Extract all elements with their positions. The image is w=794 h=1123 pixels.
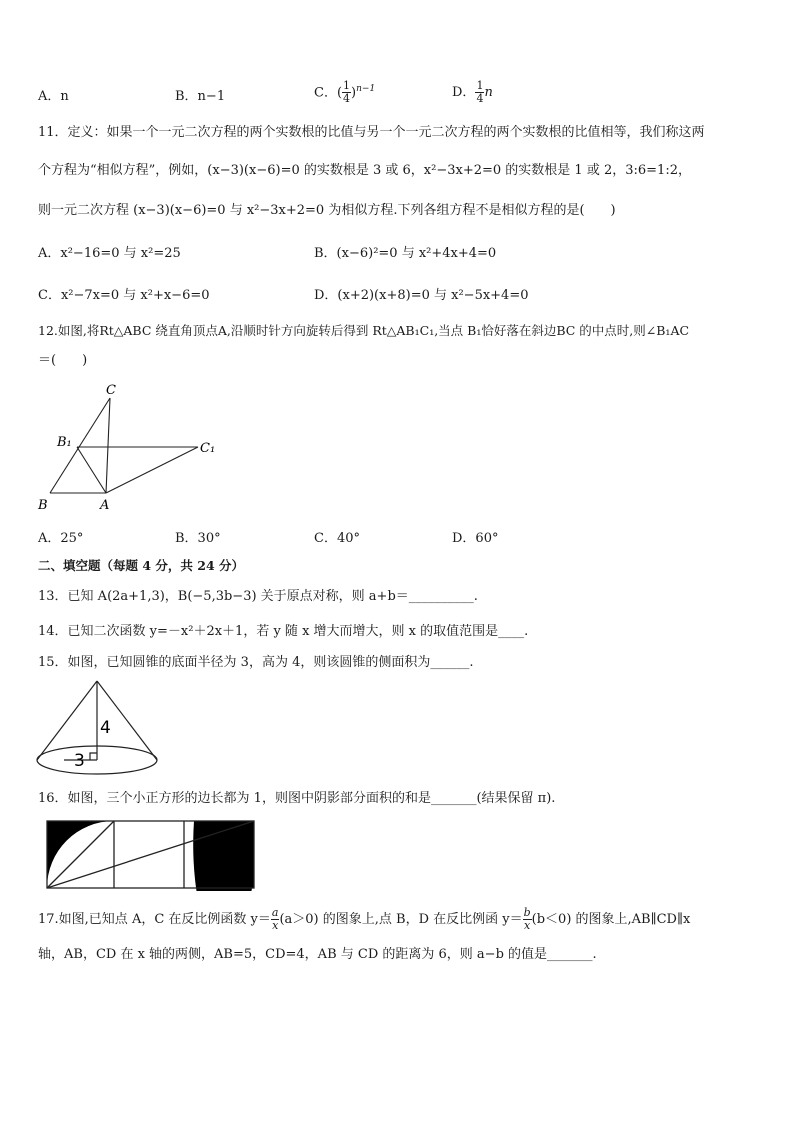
q12-option-b: B．30°: [175, 531, 221, 546]
q10-option-d: [452, 80, 493, 105]
q12-triangle-figure: [30, 383, 230, 513]
cone-height-label: 4: [100, 718, 111, 738]
q12-option-a: A．25°: [38, 531, 84, 546]
q11-option-b: B．(x−6)²=0 与 x²+4x+4=0: [314, 246, 497, 261]
section-2-heading: 二、填空题（每题 4 分，共 24 分）: [38, 558, 245, 573]
label-b1: B₁: [57, 435, 72, 450]
q17-frac1-numerator: a: [271, 906, 279, 919]
q15-cone-figure: [34, 678, 174, 778]
q12-option-c: C．40°: [314, 531, 360, 546]
q10-option-a: A．n: [38, 89, 69, 104]
q11-option-a: A．x²−16=0 与 x²=25: [38, 246, 181, 261]
cone-radius-label: 3: [74, 751, 85, 771]
q11-line-1: 11．定义：如果一个一元二次方程的两个实数根的比值与另一个一元二次方程的两个实数根的比值相等，我们称这两: [38, 125, 705, 140]
q10-d-suffix: n: [484, 85, 493, 100]
q10-option-b: B．n−1: [175, 89, 226, 104]
q10-d-numerator: 1: [476, 79, 484, 92]
q10-d-denominator: 4: [476, 92, 484, 105]
q10-c-denominator: 4: [343, 92, 351, 106]
q17-frac1-denominator: x: [272, 919, 279, 932]
q10-d-prefix: D．: [452, 85, 476, 100]
q17-frac2-denominator: x: [524, 919, 531, 932]
q14-text: 14．已知二次函数 y=－x²＋2x＋1，若 y 随 x 增大而增大，则 x 的取值范围是____.: [38, 624, 529, 639]
q17-text-a: 17.如图,已知点 A，C 在反比例函数 y＝: [38, 912, 271, 927]
q10-c-exponent: n−1: [356, 84, 376, 94]
label-c: C: [106, 383, 116, 398]
q13-text: 13．已知 A(2a+1,3)，B(−5,3b−3) 关于原点对称，则 a+b＝__________.: [38, 589, 478, 604]
q15-text: 15．如图，已知圆锥的底面半径为 3，高为 4，则该圆锥的侧面积为______.: [38, 655, 474, 670]
q11-line-3: 则一元二次方程 (x−3)(x−6)=0 与 x²−3x+2=0 为相似方程.下列各组方程不是相似方程的是( ): [38, 203, 616, 218]
q12-option-d: D．60°: [452, 531, 499, 546]
q10-c-prefix: C．(: [314, 85, 343, 101]
q16-text: 16．如图，三个小正方形的边长都为 1，则图中阴影部分面积的和是_______(结果保留 π).: [38, 791, 556, 806]
q17-text-c: (b＜0) 的图象上,AB∥CD∥x: [531, 912, 691, 927]
q17-frac2-numerator: b: [523, 906, 531, 919]
label-c1: C₁: [200, 441, 216, 456]
q17-text-b: (a＞0) 的图象上,点 B，D 在反比例函 y＝: [279, 912, 523, 927]
q10-option-c: [314, 80, 375, 105]
label-b: B: [38, 498, 48, 513]
q10-c-suffix: ): [351, 85, 357, 101]
q10-c-numerator: 1: [343, 79, 351, 93]
q11-option-c: C．x²−7x=0 与 x²+x−6=0: [38, 288, 210, 303]
q17-line-2: 轴，AB，CD 在 x 轴的两侧，AB=5，CD=4，AB 与 CD 的距离为 6，则 a−b 的值是_______.: [38, 947, 597, 962]
q11-option-d: D．(x+2)(x+8)=0 与 x²−5x+4=0: [314, 288, 529, 303]
q16-squares-figure: [45, 819, 259, 891]
q12-line-1: 12.如图,将Rt△ABC 绕直角顶点A,沿顺时针方向旋转后得到 Rt△AB₁C₁,当点 B₁恰好落在斜边BC 的中点时,则∠B₁AC: [38, 323, 690, 338]
q11-line-2: 个方程为“相似方程”，例如，(x−3)(x−6)=0 的实数根是 3 或 6，x²−3x+2=0 的实数根是 1 或 2，3:6=1:2，: [38, 163, 691, 178]
q17-line-1: [38, 907, 690, 932]
label-a: A: [100, 498, 110, 513]
q12-line-2: ＝( ): [38, 353, 88, 368]
